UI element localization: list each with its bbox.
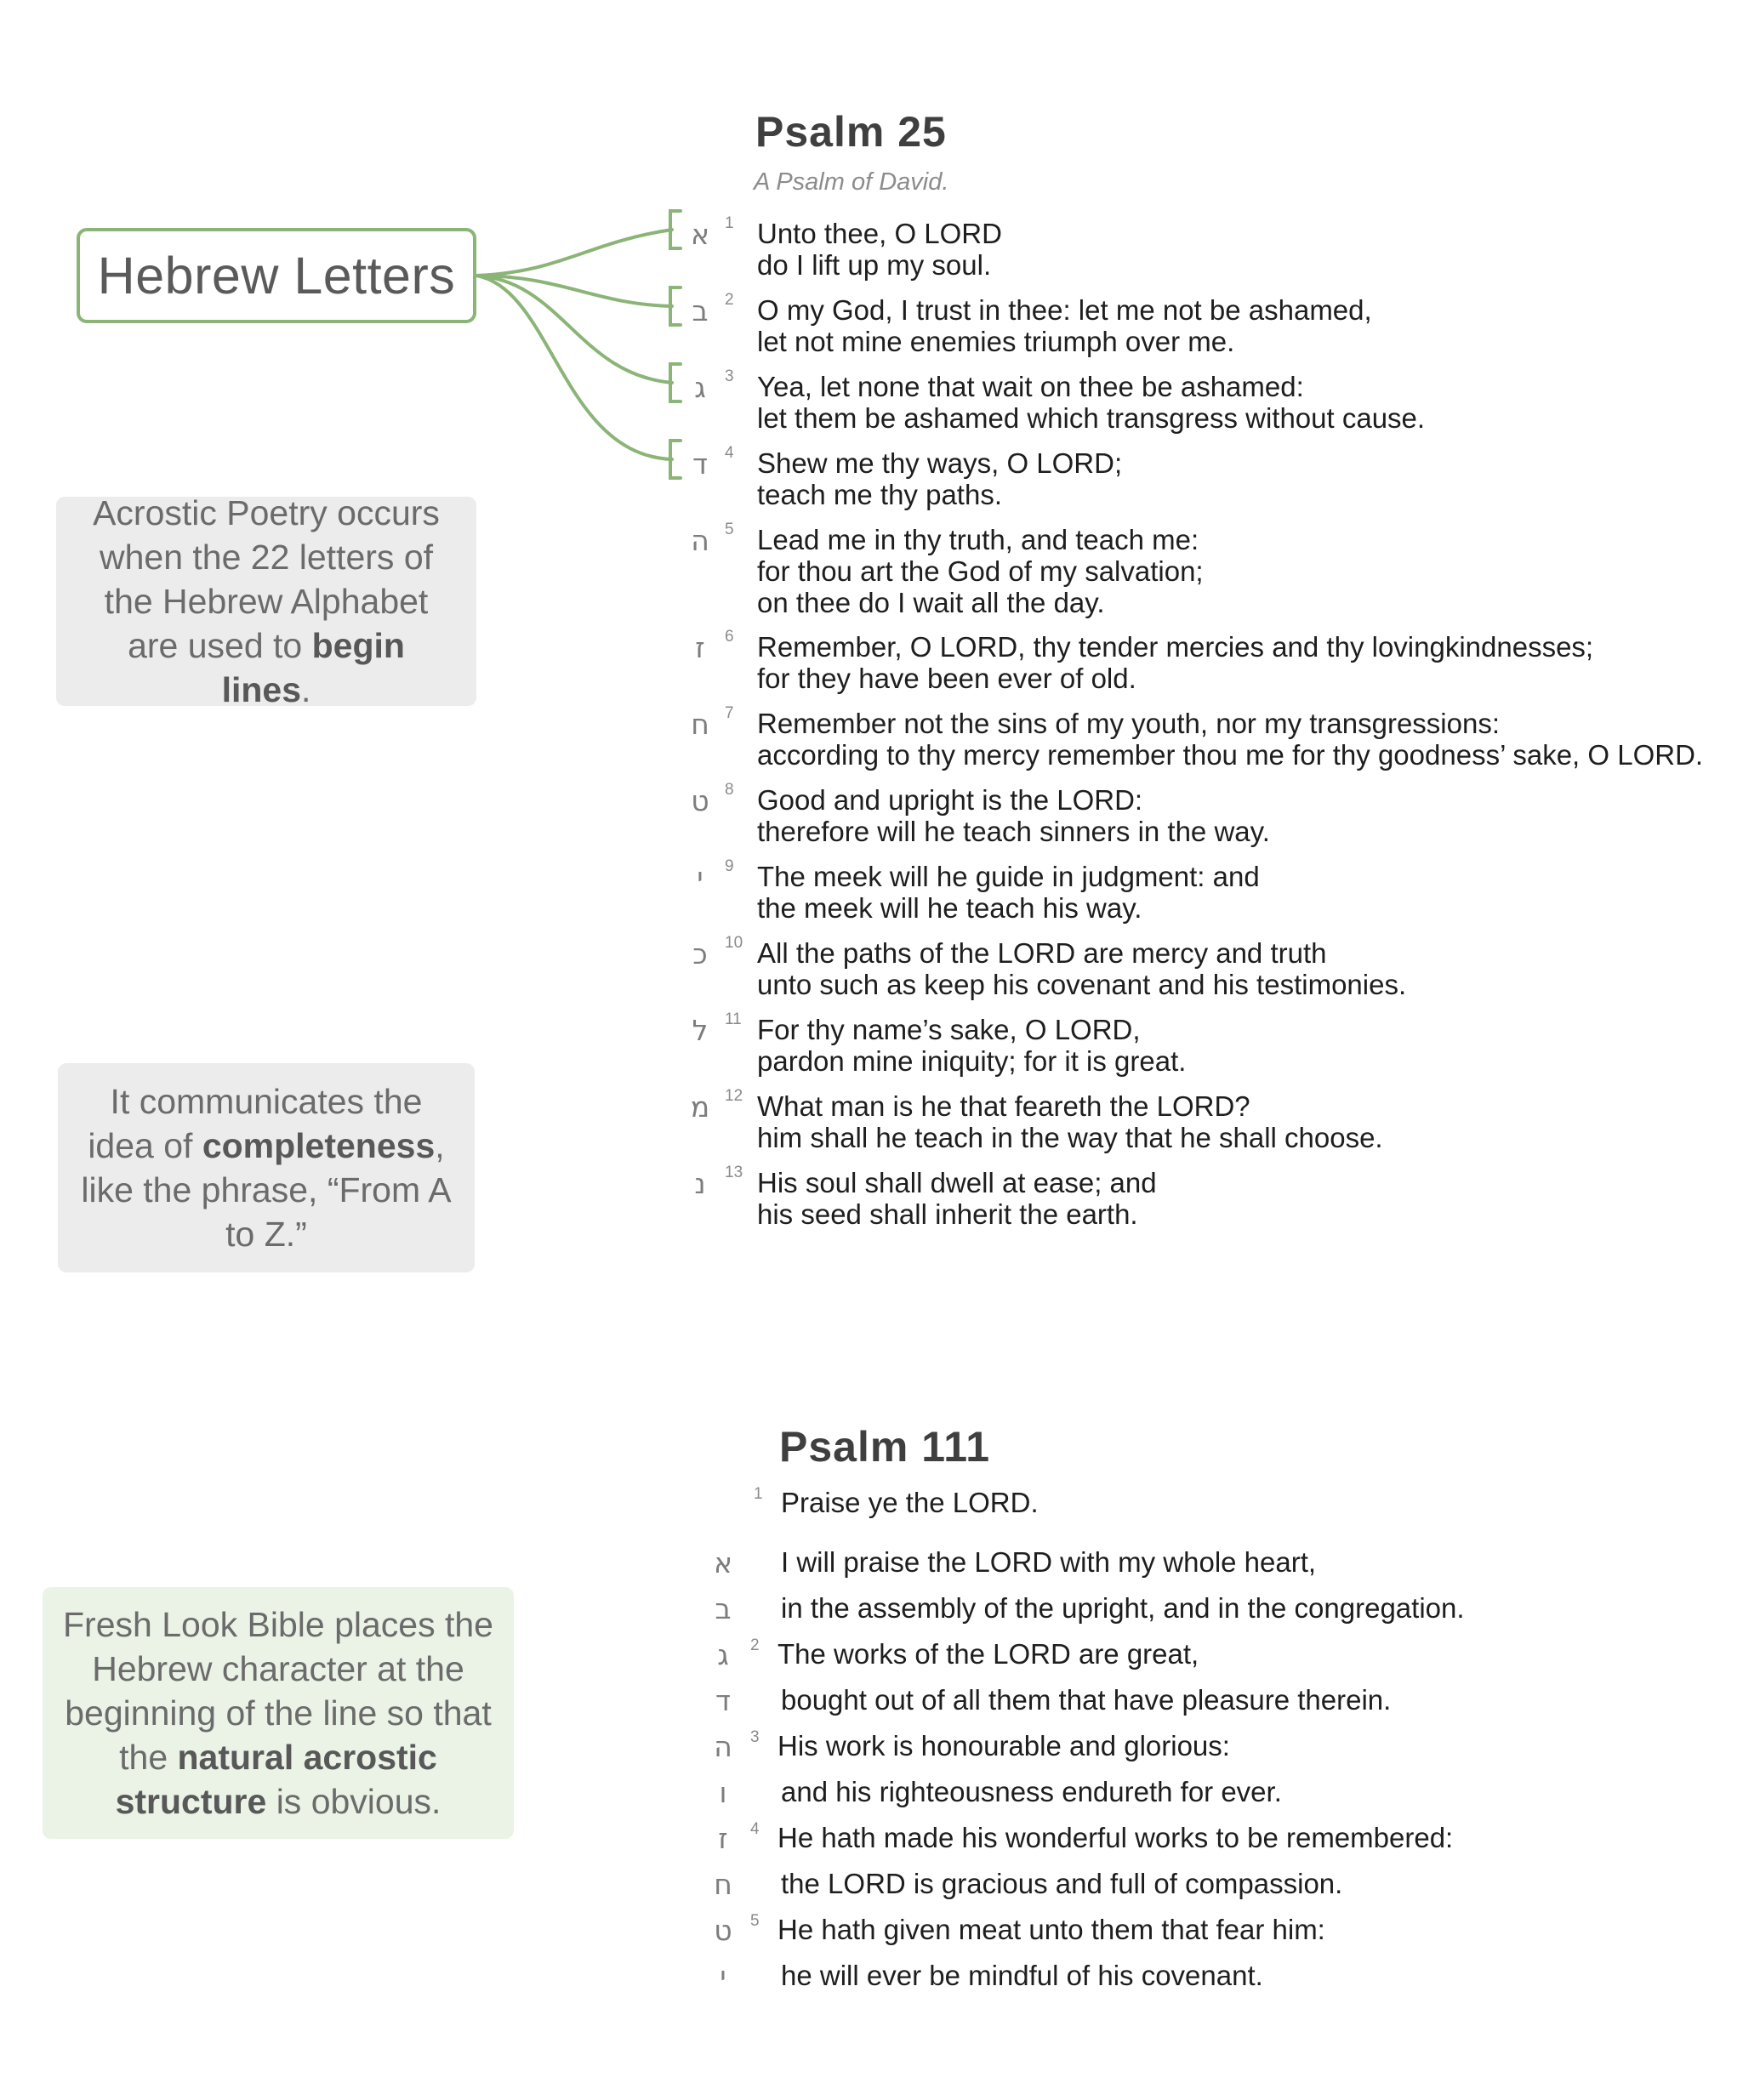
psalm25-verse [681, 628, 1744, 699]
verse-line: What man is he that feareth the LORD? [757, 1090, 1250, 1122]
verse-number: 3 [750, 1728, 760, 1746]
verse-line: Unto thee, O LORD [757, 218, 1002, 249]
psalm25-verse [681, 1087, 1744, 1158]
verse-number: 9 [725, 857, 734, 875]
connector-aleph [476, 230, 672, 276]
bracket-gimel [670, 364, 681, 401]
psalm25-verse [681, 444, 1744, 515]
verse-number: 7 [725, 704, 734, 722]
verse-text: He hath made his wonderful works to be remembered: [777, 1822, 1454, 1853]
verse-text: He hath given meat unto them that fear him: [777, 1914, 1325, 1945]
verse-text: he will ever be mindful of his covenant. [781, 1960, 1263, 1991]
hebrew-letter: ב [715, 1592, 732, 1625]
hebrew-letter: ד [715, 1684, 731, 1717]
psalm25-verse [681, 781, 1744, 852]
psalm25-verse [681, 291, 1744, 362]
psalm111-line [706, 1638, 1727, 1679]
hebrew-letter: ז [718, 1822, 728, 1855]
psalm25-verse [681, 214, 1744, 286]
hebrew-letter: ל [692, 1014, 709, 1047]
verse-text: the LORD is gracious and full of compassion. [781, 1868, 1343, 1899]
hebrew-letter: נ [694, 1167, 706, 1200]
verse-number: 10 [725, 934, 743, 952]
verse-line: All the paths of the LORD are mercy and truth [757, 937, 1327, 969]
hebrew-letter: ט [691, 784, 709, 817]
hebrew-letter: א [713, 1546, 733, 1579]
verse-line: on thee do I wait all the day. [757, 587, 1105, 618]
psalm111-line [706, 1684, 1727, 1725]
verse-line: Shew me thy ways, O LORD; [757, 447, 1123, 479]
verse-line: his seed shall inherit the earth. [757, 1198, 1138, 1230]
verse-line: teach me thy paths. [757, 479, 1002, 510]
psalm111-line [706, 1914, 1727, 1955]
verse-text [757, 1014, 1186, 1077]
verse-text [757, 631, 1593, 694]
hebrew-letter: י [697, 861, 703, 894]
bracket-aleph [670, 211, 681, 248]
verse-number: 8 [725, 781, 734, 799]
verse-number: 12 [725, 1087, 743, 1105]
fresh-look-note-text: Fresh Look Bible places the Hebrew character at the beginning of the line so that the [63, 1605, 493, 1777]
verse-line: Lead me in thy truth, and teach me: [757, 524, 1199, 555]
completeness-note [58, 1063, 475, 1272]
hebrew-letter: כ [692, 937, 708, 970]
psalm111-line [706, 1868, 1727, 1909]
acrostic-note-text: Acrostic Poetry occurs when the 22 letters of the Hebrew Alphabet are used to [93, 493, 440, 665]
hebrew-letter: ז [695, 631, 705, 664]
verse-line: the meek will he teach his way. [757, 892, 1142, 924]
hebrew-letters-label [77, 228, 476, 323]
verse-number: 1 [725, 214, 734, 232]
hebrew-letter: ח [714, 1868, 732, 1901]
verse-line: him shall he teach in the way that he shall choose. [757, 1122, 1383, 1153]
hebrew-letter: ד [692, 447, 708, 481]
fresh-look-note-end: is obvious. [266, 1782, 441, 1821]
hebrew-letter: ה [691, 524, 709, 557]
verse-text [757, 1167, 1157, 1230]
verse-text: in the assembly of the upright, and in the congregation. [781, 1592, 1465, 1624]
verse-text: and his righteousness endureth for ever. [781, 1776, 1282, 1807]
verse-text: Praise ye the LORD. [781, 1487, 1039, 1518]
verse-line: Remember not the sins of my youth, nor my transgressions: [757, 708, 1501, 739]
verse-line: O my God, I trust in thee: let me not be ashamed, [757, 294, 1372, 326]
psalm25-verse [681, 1164, 1744, 1235]
psalm25-title: Psalm 25 [755, 108, 947, 156]
verse-text [757, 218, 1002, 281]
psalm25-subtitle: A Psalm of David. [754, 168, 949, 196]
fresh-look-note-bold: natural acrostic structure [115, 1738, 437, 1821]
hebrew-letter: ח [691, 708, 709, 741]
hebrew-letters-label-text: Hebrew Letters [97, 247, 456, 304]
bracket-dalet [670, 441, 681, 478]
fresh-look-note [43, 1587, 514, 1839]
completeness-note-end: , like the phrase, “From A to Z.” [81, 1126, 452, 1254]
psalm25-verse [681, 857, 1744, 929]
verse-line: The meek will he guide in judgment: and [757, 861, 1260, 892]
verse-text [757, 861, 1260, 924]
verse-text [757, 524, 1204, 618]
hebrew-letter: ה [714, 1730, 732, 1763]
psalm25-verse [681, 1010, 1744, 1082]
verse-text [757, 784, 1270, 847]
completeness-note-bold: completeness [202, 1126, 436, 1165]
verse-line: pardon mine iniquity; for it is great. [757, 1045, 1187, 1077]
verse-number: 13 [725, 1164, 743, 1181]
verse-text [757, 447, 1122, 510]
psalm25-verse [681, 704, 1744, 776]
verse-line: let them be ashamed which transgress without cause. [757, 402, 1426, 434]
verse-text [757, 708, 1703, 771]
verse-text: I will praise the LORD with my whole heart, [781, 1546, 1317, 1578]
hebrew-letter: ו [719, 1776, 727, 1809]
psalm25-verse [681, 934, 1744, 1005]
verse-text [757, 294, 1372, 357]
acrostic-note-bold: begin lines [221, 626, 405, 709]
verse-line: do I lift up my soul. [757, 249, 992, 281]
verse-line: for they have been ever of old. [757, 663, 1136, 694]
acrostic-note-end: . [301, 670, 311, 709]
hebrew-letter: י [720, 1960, 726, 1993]
verse-text [757, 937, 1406, 1000]
bracket-bet [670, 287, 681, 325]
verse-number: 6 [725, 628, 734, 646]
psalm111-line [706, 1776, 1727, 1817]
hebrew-letter: ג [694, 371, 706, 404]
verse-number: 3 [725, 367, 734, 385]
verse-number: 2 [750, 1636, 760, 1654]
verse-line: His soul shall dwell at ease; and [757, 1167, 1157, 1198]
verse-line: let not mine enemies triumph over me. [757, 326, 1235, 357]
verse-line: unto such as keep his covenant and his testimonies. [757, 969, 1407, 1000]
psalm111-line [706, 1592, 1727, 1633]
verse-line: according to thy mercy remember thou me for thy goodness’ sake, O LORD. [757, 739, 1704, 771]
verse-number: 2 [725, 291, 734, 309]
verse-number: 5 [725, 521, 734, 538]
psalm111-line [706, 1546, 1727, 1587]
verse-number: 11 [725, 1010, 742, 1028]
verse-line: Remember, O LORD, thy tender mercies and thy lovingkindnesses; [757, 631, 1594, 663]
hebrew-letter: א [690, 218, 710, 251]
verse-number: 1 [754, 1485, 763, 1503]
psalm25-verse [681, 367, 1744, 439]
verse-line: For thy name’s sake, O LORD, [757, 1014, 1141, 1045]
verse-number: 4 [725, 444, 734, 462]
psalm111-line [706, 1730, 1727, 1771]
psalm111-line [706, 1960, 1727, 2000]
verse-text [757, 371, 1425, 434]
hebrew-letter: ב [692, 294, 709, 327]
verse-line: therefore will he teach sinners in the way. [757, 816, 1270, 847]
verse-line: for thou art the God of my salvation; [757, 555, 1204, 587]
verse-text: bought out of all them that have pleasure therein. [781, 1684, 1392, 1716]
verse-text: His work is honourable and glorious: [777, 1730, 1230, 1761]
verse-text: The works of the LORD are great, [777, 1638, 1199, 1670]
verse-number: 5 [750, 1912, 760, 1930]
verse-line: Good and upright is the LORD: [757, 784, 1143, 816]
psalm111-title: Psalm 111 [779, 1423, 991, 1471]
hebrew-letter: מ [690, 1090, 710, 1124]
psalm111-intro [706, 1487, 1727, 1528]
verse-number: 4 [750, 1820, 760, 1838]
completeness-note-text: It communicates the idea of [88, 1082, 423, 1165]
psalm25-verse [681, 521, 1744, 618]
hebrew-letter: ג [717, 1638, 729, 1671]
psalm111-line [706, 1822, 1727, 1863]
verse-line: Yea, let none that wait on thee be ashamed: [757, 371, 1304, 402]
verse-text [757, 1090, 1383, 1153]
acrostic-note [56, 493, 476, 709]
hebrew-letter: ט [714, 1914, 732, 1947]
